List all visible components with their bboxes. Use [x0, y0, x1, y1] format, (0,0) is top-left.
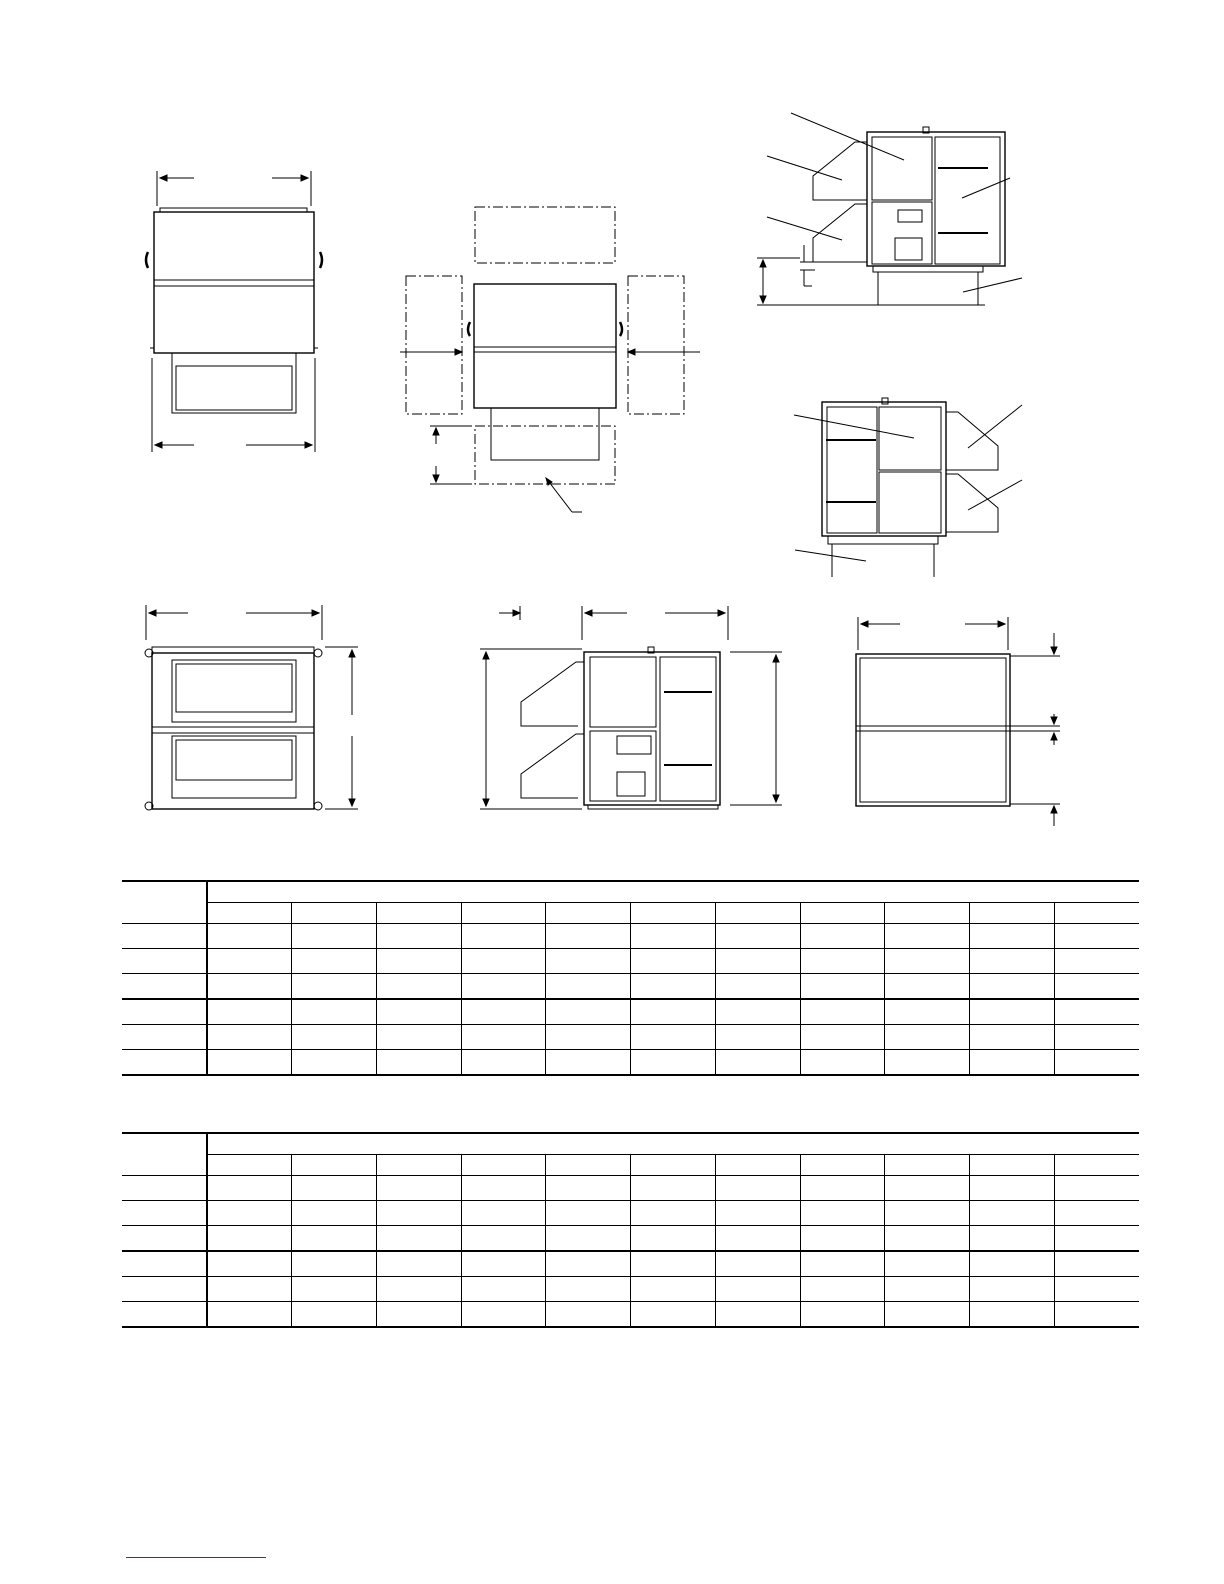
- dimensions-table-2: [122, 1132, 1139, 1328]
- end-view: [145, 605, 358, 810]
- clearance-view: [400, 207, 700, 512]
- side-view-middle: [794, 398, 1022, 577]
- footer-rule: [126, 1557, 266, 1558]
- side-view-upper: [757, 113, 1022, 305]
- top-view-1: [146, 171, 322, 452]
- side-view-lower: [480, 606, 782, 809]
- frame-view: [856, 617, 1060, 826]
- dimensions-table-1: [122, 880, 1139, 1076]
